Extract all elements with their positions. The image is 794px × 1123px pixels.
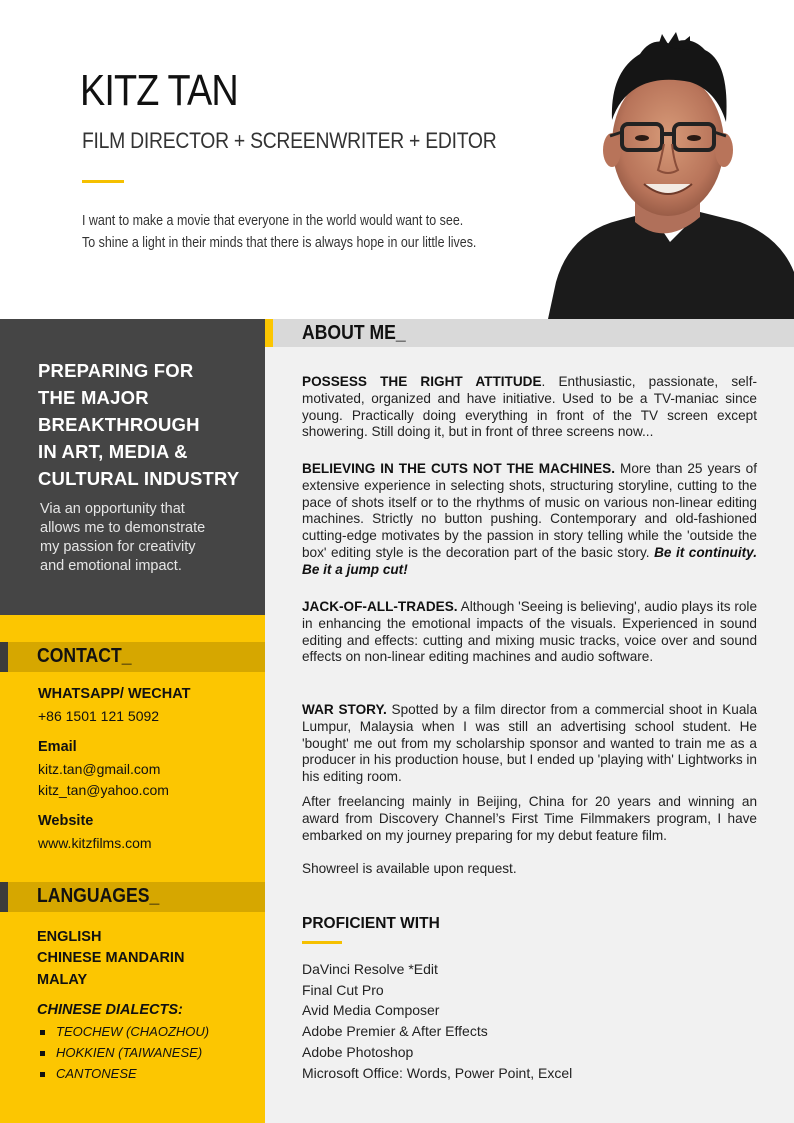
sidebar-text-line: allows me to demonstrate bbox=[40, 520, 206, 536]
bullet-icon bbox=[40, 1072, 45, 1077]
sidebar-heading bbox=[38, 357, 258, 492]
whatsapp-value[interactable]: +86 1501 121 5092 bbox=[38, 708, 160, 724]
accent-divider bbox=[82, 180, 124, 183]
languages-title: LANGUAGES_ bbox=[37, 885, 160, 907]
proficiency-item: Final Cut Pro bbox=[302, 982, 384, 998]
sidebar-heading-line: THE MAJOR bbox=[38, 387, 149, 408]
about-paragraph-freelance: After freelancing mainly in Beijing, China for 20 years and winning an award from Discovery Channel’s First Time Filmmakers program, I have embarked on my journey preparing for my debut feature film. bbox=[302, 794, 757, 843]
whatsapp-label: WHATSAPP/ WECHAT bbox=[38, 686, 191, 702]
bullet-icon bbox=[40, 1051, 45, 1056]
paragraph-heading: WAR STORY. bbox=[302, 702, 387, 717]
proficiency-item: Microsoft Office: Words, Power Point, Excel bbox=[302, 1065, 573, 1081]
email-link-1[interactable]: kitz.tan@gmail.com bbox=[38, 761, 161, 777]
languages-section-bar bbox=[0, 882, 265, 912]
section-marker bbox=[0, 642, 8, 672]
website-link[interactable]: www.kitzfilms.com bbox=[38, 835, 152, 851]
sidebar-text-line: and emotional impact. bbox=[40, 558, 182, 574]
sidebar-text-line: Via an opportunity that bbox=[40, 501, 185, 517]
proficiency-item: Adobe Premier & After Effects bbox=[302, 1023, 488, 1039]
about-paragraph-cuts bbox=[302, 461, 757, 579]
sidebar-text bbox=[40, 500, 250, 576]
sidebar-heading-line: BREAKTHROUGH bbox=[38, 414, 200, 435]
sidebar-heading-line: PREPARING FOR bbox=[38, 360, 194, 381]
sidebar-heading-line: IN ART, MEDIA & bbox=[38, 441, 188, 462]
portrait-photo bbox=[540, 32, 794, 319]
dialects-title: CHINESE DIALECTS: bbox=[37, 1002, 183, 1018]
tagline-line-1: I want to make a movie that everyone in the world would want to see. bbox=[82, 213, 464, 229]
about-paragraph-war-story bbox=[302, 702, 757, 786]
tagline bbox=[82, 210, 476, 254]
language-item: ENGLISH bbox=[37, 929, 102, 945]
paragraph-heading: POSSESS THE RIGHT ATTITUDE bbox=[302, 374, 542, 389]
contact-title: CONTACT_ bbox=[37, 645, 132, 667]
section-marker bbox=[0, 882, 8, 912]
language-item: CHINESE MANDARIN bbox=[37, 950, 185, 966]
contact-section-bar bbox=[0, 642, 265, 672]
accent-divider bbox=[302, 941, 342, 944]
dialect-item: HOKKIEN (TAIWANESE) bbox=[56, 1045, 203, 1060]
paragraph-highlight: Be it continuity. Be it a jump cut! bbox=[302, 544, 757, 577]
sidebar-heading-line: CULTURAL INDUSTRY bbox=[38, 468, 240, 489]
proficiency-item: Avid Media Composer bbox=[302, 1002, 440, 1018]
proficiency-item: Adobe Photoshop bbox=[302, 1044, 414, 1060]
header bbox=[0, 0, 794, 319]
paragraph-heading: BELIEVING IN THE CUTS NOT THE MACHINES. bbox=[302, 461, 616, 476]
website-label: Website bbox=[38, 813, 94, 829]
about-paragraph-showreel: Showreel is available upon request. bbox=[302, 861, 517, 876]
tagline-line-2: To shine a light in their minds that there is always hope in our little lives. bbox=[82, 235, 477, 251]
section-marker bbox=[265, 319, 273, 347]
proficiency-item: DaVinci Resolve *Edit bbox=[302, 961, 438, 977]
name-title: KITZ TAN bbox=[80, 66, 238, 115]
paragraph-heading: JACK-OF-ALL-TRADES. bbox=[302, 599, 458, 614]
paragraph-body: . Enthusiastic, passionate, self-motivated, organized and have initiative. Used to be a TV-maniac since young. Practically doing everything in front of the TV screen except showering. Still doing it, but in front of three screens now... bbox=[302, 374, 757, 440]
paragraph-body: Although 'Seeing is believing', audio plays its role in enhancing the emotional impacts of the visuals. Experienced in sound editing and effects: cutting and mixing music tracks, voice over and sound effects on non-linear editing machines and audio software. bbox=[302, 599, 757, 665]
language-item: MALAY bbox=[37, 972, 88, 988]
proficient-title: PROFICIENT WITH bbox=[302, 915, 440, 932]
dialect-item: TEOCHEW (CHAOZHOU) bbox=[56, 1024, 210, 1039]
about-paragraph-attitude bbox=[302, 374, 757, 441]
about-paragraph-trades bbox=[302, 599, 757, 666]
bullet-icon bbox=[40, 1030, 45, 1035]
sidebar-intro bbox=[0, 319, 265, 615]
email-link-2[interactable]: kitz_tan@yahoo.com bbox=[38, 782, 169, 798]
sidebar-text-line: my passion for creativity bbox=[40, 539, 196, 555]
paragraph-body: More than 25 years of extensive experience in selecting shots, structuring storyline, cutting to the pace of shots itself or to the rhythms of music on various non-linear editing machines. Strictly no button pushing. Contemporary and old-fashioned cutting-edge motivates by the passion in story telling while the 'outside the box' editing style is the decoration part of the basic story. bbox=[302, 461, 758, 560]
about-title: ABOUT ME_ bbox=[302, 322, 406, 344]
email-label: Email bbox=[38, 739, 77, 755]
dialect-item: CANTONESE bbox=[56, 1066, 137, 1081]
paragraph-body: Spotted by a film director from a commercial shoot in Kuala Lumpur, Malaysia when I was still an advertising school student. He 'bought' me out from my scholarship sponsor and wanted to train me as a producer in his production house, but I ended up 'playing with' Lightworks in his editing room. bbox=[302, 702, 757, 785]
job-title: FILM DIRECTOR + SCREENWRITER + EDITOR bbox=[82, 128, 497, 153]
